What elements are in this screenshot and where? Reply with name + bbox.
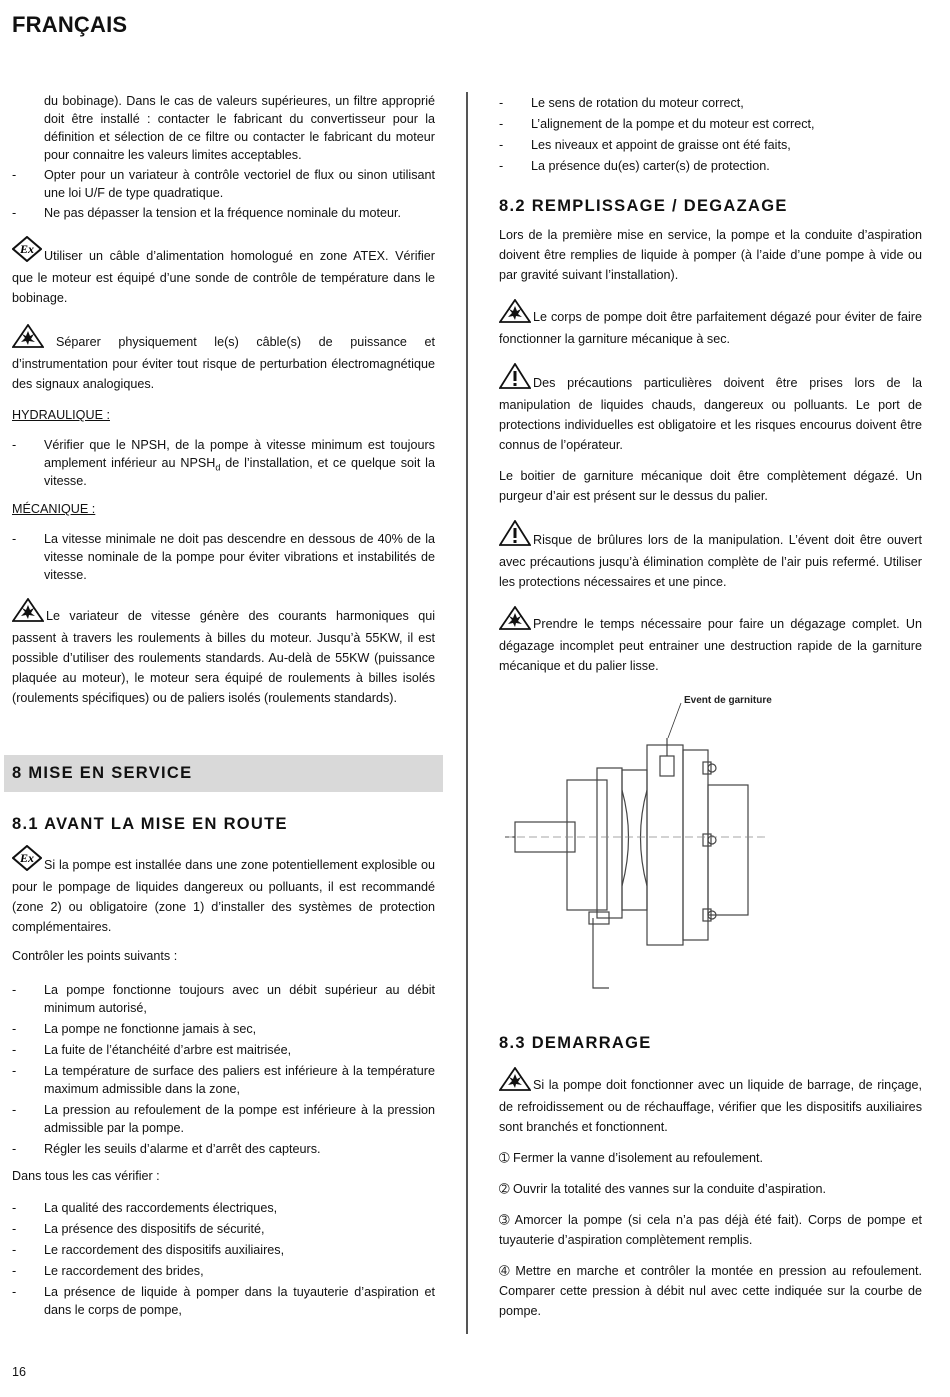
check-list (12, 981, 435, 1158)
list-item: - La vitesse minimale ne doit pas descendre en dessous de 40% de la vitesse nominale de la pompe pour éviter vibrations et instabilités de vitesse. (12, 532, 435, 582)
list-item: - Vérifier que le NPSH, de la pompe à vitesse minimum est toujours amplement inférieur au $NPSH_d$ de l’installation, et ce quelque soit la vitesse. (12, 438, 435, 488)
list-item: - La température de surface des paliers est inférieure à la température maximum admissible dans la zone, (12, 1064, 435, 1096)
step-3: ➂ Amorcer la pompe (si cela n’a pas déjà été fait). Corps de pompe et tuyauterie d’aspiration complètement remplis. (499, 1213, 922, 1247)
list-item: - Régler les seuils d’alarme et d’arrêt des capteurs. (12, 1142, 321, 1156)
list-item: - Ne pas dépasser la tension et la fréquence nominale du moteur. (12, 206, 402, 220)
list-item: - La qualité des raccordements électriques, (12, 1201, 278, 1215)
atex-note: Ex Utiliser un câble d’alimentation homologué en zone ATEX. Vérifier que le moteur est équipé d’une sonde de contrôle de température dans le bobinage. (12, 236, 435, 308)
list-item: - La fuite de l’étanchéité d’arbre est maitrisée, (12, 1043, 292, 1057)
separate-cables-note: Séparer physiquement le(s) câble(s) de puissance et d’instrumentation pour éviter tout risque de perturbation électromagnétique des signaux analogiques. (12, 324, 435, 394)
s82-note-3: Risque de brûlures lors de la manipulation. L’évent doit être ouvert avec précautions jusqu’à élimination complète de l’air puis refermé. Utiliser les protections nécessaires et une pince. (499, 520, 922, 592)
ex-atex-icon (12, 845, 42, 877)
s82-paragraph-2: Le boitier de garniture mécanique doit être complètement dégazé. Un purgeur d’air est présent sur le dessus du palier. (499, 469, 922, 503)
section-8-1-title: 8.1 AVANT LA MISE EN ROUTE (12, 815, 288, 833)
page-header: FRANÇAIS (12, 12, 128, 37)
list-item: - La présence des dispositifs de sécurité, (12, 1222, 265, 1236)
list-item: - La pompe fonctionne toujours avec un débit supérieur au débit minimum autorisé, (12, 983, 435, 1015)
warning-explosion-icon (12, 598, 44, 628)
section-8-3-title: 8.3 DEMARRAGE (499, 1034, 652, 1052)
s83-note: Si la pompe doit fonctionner avec un liquide de barrage, de rinçage, de refroidissement ou de réchauffage, vérifier que les dispositifs auxiliaires sont branchés et fonctionnent. (499, 1067, 922, 1137)
s82-note-1: Le corps de pompe doit être parfaitement dégazé pour éviter de faire fonctionner la garniture mécanique à sec. (499, 299, 922, 349)
all-cases-intro: Dans tous les cas vérifier : (12, 1169, 160, 1183)
s81-note: Ex Si la pompe est installée dans une zone potentiellement explosible ou pour le pompage de liquides dangereux ou polluants, il est recommandé (zone 2) ou obligatoire (zone 1) d’installer des systèmes de protection complémentaires. (12, 845, 435, 937)
step-2: ➁ Ouvrir la totalité des vannes sur la conduite d’aspiration. (499, 1182, 826, 1196)
s82-note-2: Des précautions particulières doivent être prises lors de la manipulation de liquides chauds, dangereux ou polluants. Le port de protections individuelles est obligatoire et les risques encourus doivent être connus de l’opérateur. (499, 363, 922, 455)
pump-cross-section-drawing (505, 690, 775, 1002)
warning-exclamation-icon (499, 363, 531, 395)
list-item: - La pompe ne fonctionne jamais à sec, (12, 1022, 257, 1036)
check-intro: Contrôler les points suivants : (12, 949, 178, 963)
warning-explosion-icon (499, 299, 531, 329)
list-item: - La présence du(es) carter(s) de protection. (499, 159, 770, 173)
section-8-banner (4, 755, 443, 792)
svg-text:Ex: Ex (19, 851, 35, 865)
all-cases-list (12, 1199, 435, 1319)
mecanique-title: MÉCANIQUE : (12, 502, 96, 516)
top-check-list (499, 94, 922, 175)
s82-paragraph-1: Lors de la première mise en service, la pompe et la conduite d’aspiration doivent être remplies de liquide à pomper (à l’aide d’une pompe à vide ou par gravité suivant l’installation). (499, 228, 922, 282)
right-column-lower (499, 1034, 922, 1321)
warning-explosion-icon (499, 1067, 531, 1097)
svg-text:Ex: Ex (19, 242, 35, 256)
list-item: - Opter pour un variateur à contrôle vectoriel de flux ou sinon utilisant une loi U/F de type quadratique. (12, 168, 435, 200)
list-item: - Les niveaux et appoint de graisse ont été faits, (499, 138, 791, 152)
step-1: ➀ Fermer la vanne d’isolement au refoulement. (499, 1151, 763, 1165)
step-4: ➃ Mettre en marche et contrôler la montée en pression au refoulement. Comparer cette pression à débit nul avec cette indiquée sur la courbe de pompe. (499, 1264, 922, 1318)
variator-note: Le variateur de vitesse génère des courants harmoniques qui passent à travers les roulements à billes du moteur. Jusqu’à 55KW, il est possible d’utiliser des roulements standards. Au-delà de 55KW (puissance plaquée au moteur), le moteur sera équipé de roulements à billes isolés (roulements spécifiques) ou de paliers isolés (roulements standards). (12, 598, 435, 708)
list-item: - Le raccordement des brides, (12, 1264, 204, 1278)
list-item: - Le sens de rotation du moteur correct, (499, 96, 744, 110)
left-column (12, 92, 435, 708)
left-column-lower (12, 815, 435, 1319)
list-item: - La présence de liquide à pomper dans la tuyauterie d’aspiration et dans le corps de pompe, (12, 1285, 435, 1317)
warning-exclamation-icon (499, 520, 531, 552)
list-item: - La pression au refoulement de la pompe est inférieure à la pression admissible par la pompe. (12, 1103, 435, 1135)
s82-note-4: Prendre le temps nécessaire pour faire un dégazage complet. Un dégazage incomplet peut entrainer une destruction rapide de la garniture mécanique et du palier lisse. (499, 606, 922, 676)
paragraph-continuation: du bobinage). Dans le cas de valeurs supérieures, un filtre approprié doit être installé : contacter le fabricant du convertisseur pour la définition et sélection de ce filtre ou contacter le fabricant du moteur pour connaitre les valeurs limites acceptables. (44, 94, 435, 162)
list-item: - Le raccordement des dispositifs auxiliaires, (12, 1243, 285, 1257)
ex-atex-icon (12, 236, 42, 268)
section-8-title: 8 MISE EN SERVICE (12, 764, 193, 782)
right-column (499, 94, 922, 676)
column-divider (466, 92, 468, 1334)
page-number: 16 (12, 1365, 27, 1379)
warning-explosion-icon (499, 606, 531, 636)
list-item: - L’alignement de la pompe et du moteur est correct, (499, 117, 815, 131)
hydraulique-title: HYDRAULIQUE : (12, 408, 110, 422)
warning-explosion-icon (12, 324, 44, 354)
section-8-2-title: 8.2 REMPLISSAGE / DEGAZAGE (499, 197, 788, 215)
figure-label: Event de garniture (684, 695, 772, 706)
